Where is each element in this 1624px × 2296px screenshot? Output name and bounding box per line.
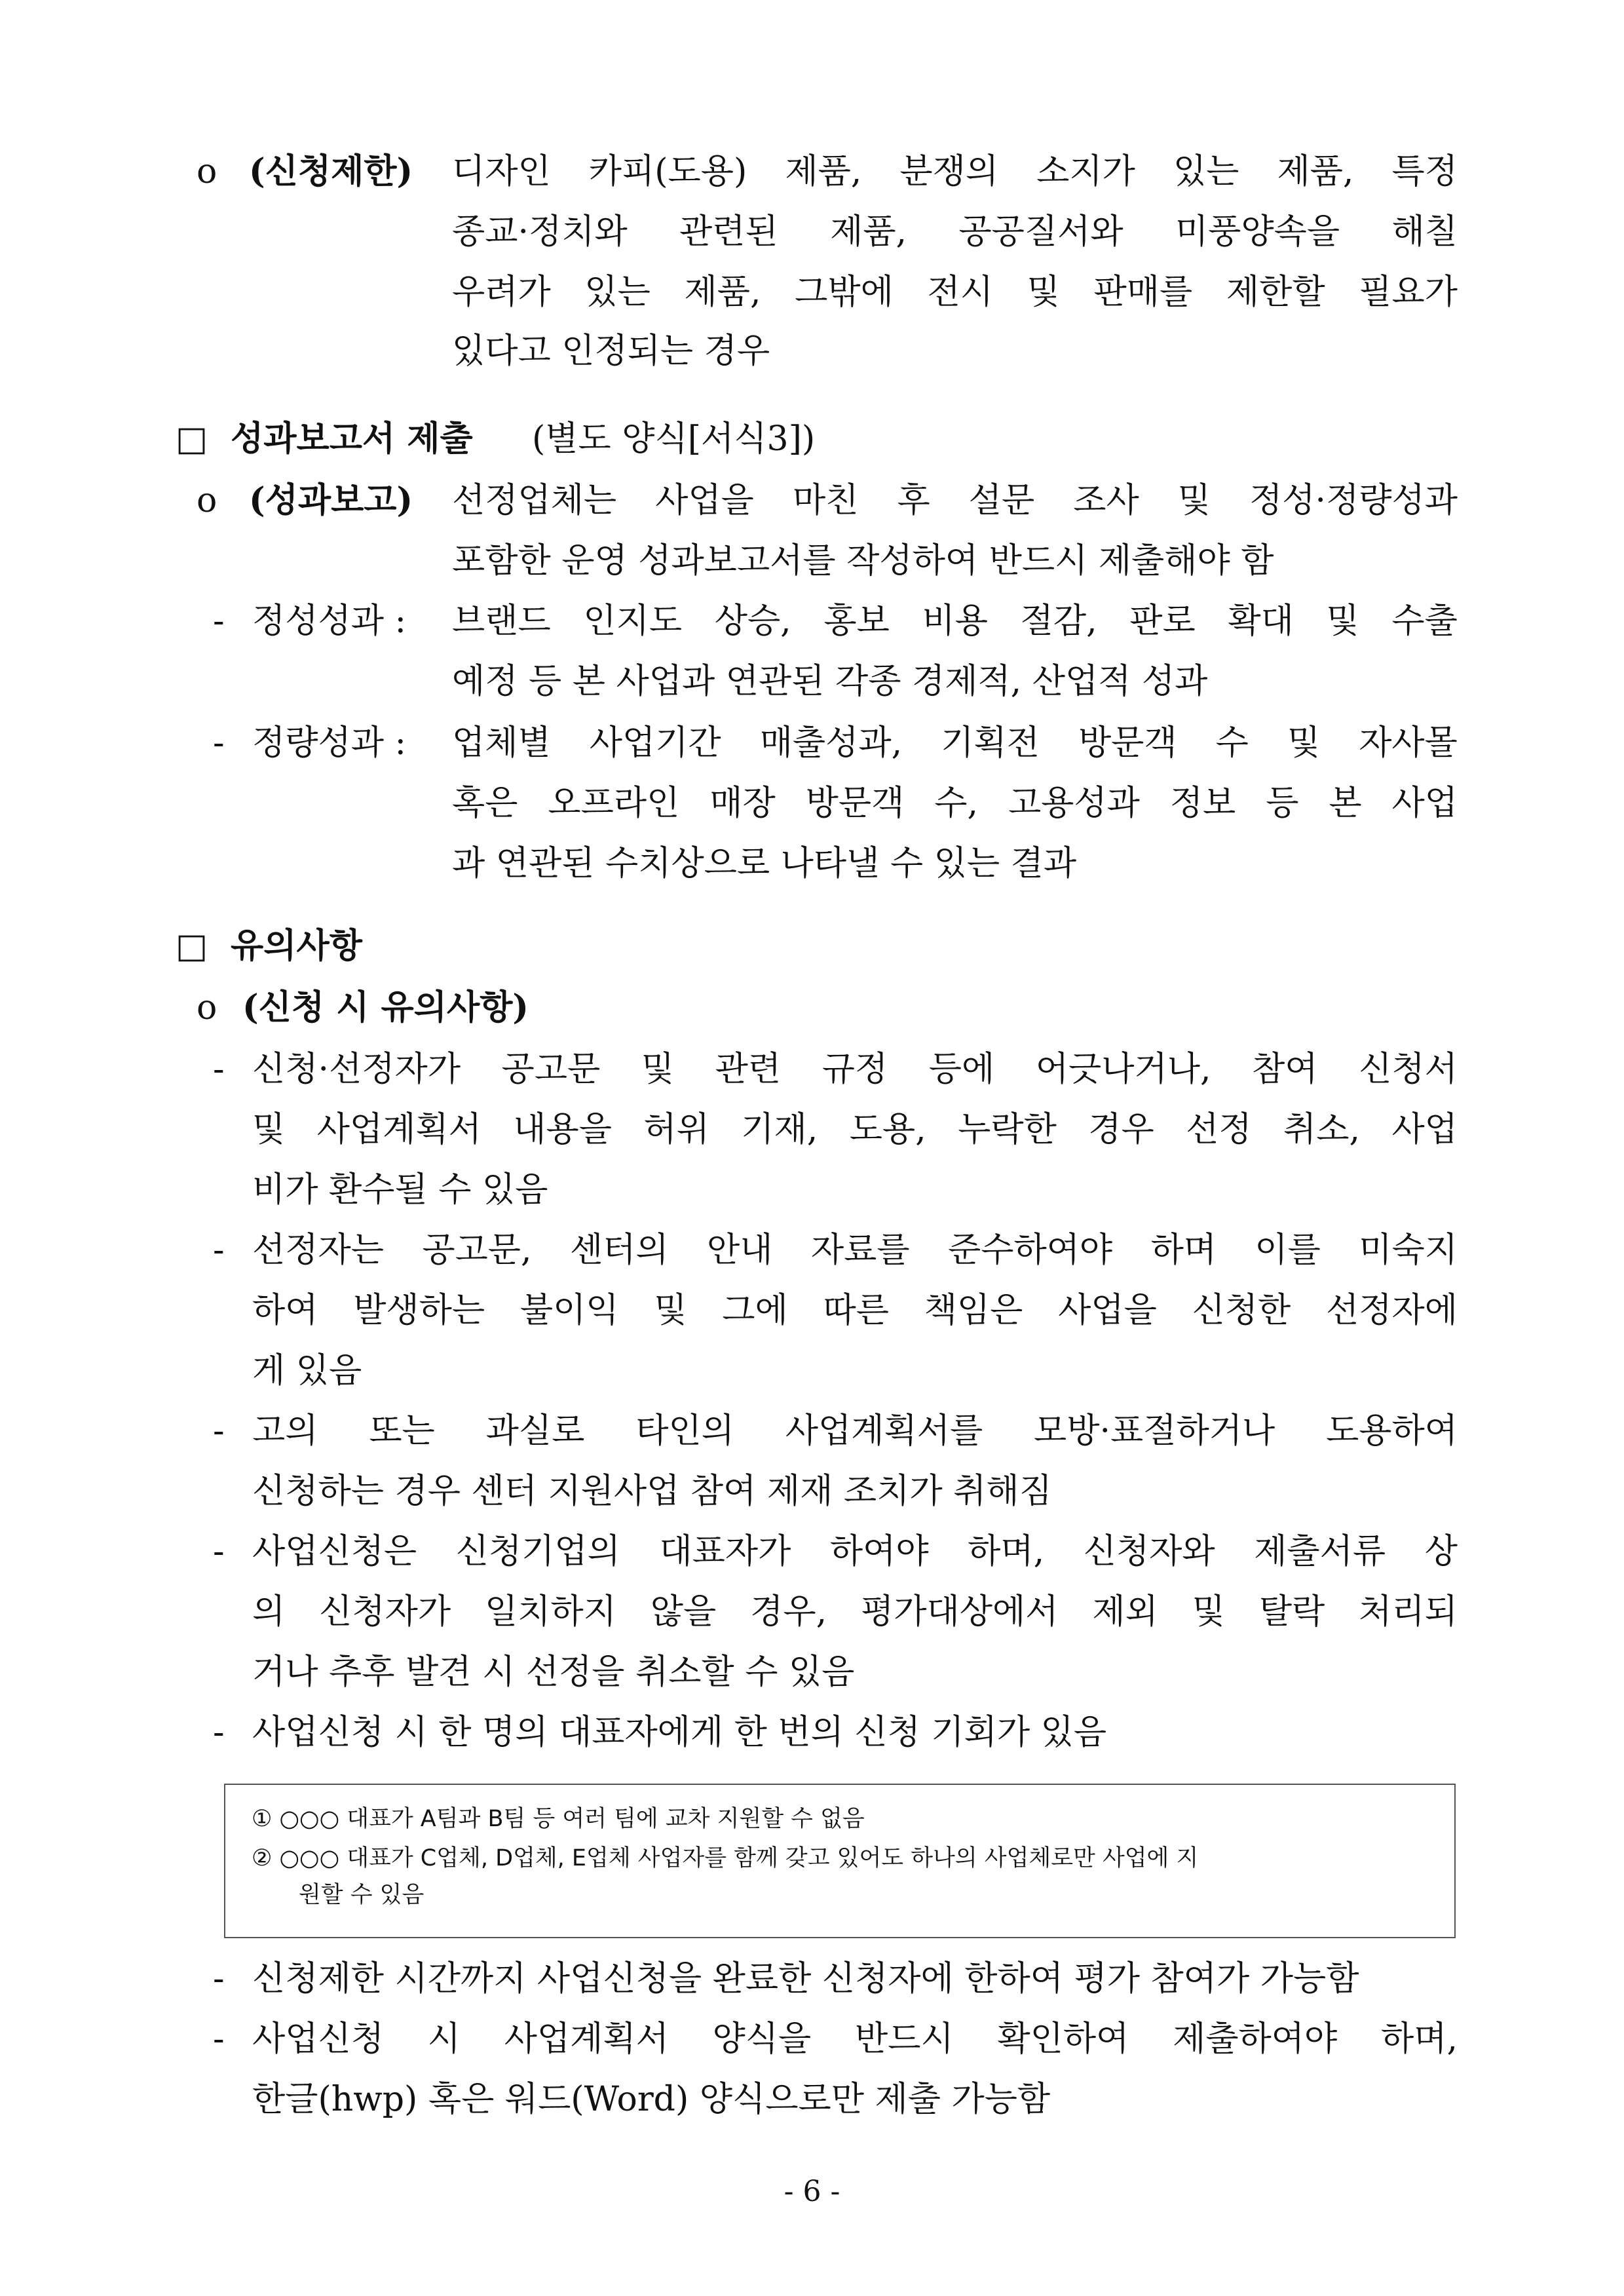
note-6-line-1: 신청제한 시간까지 사업신청을 완료한 신청자에 한하여 평가 참여가 가능함 (252, 1959, 1359, 1999)
note-5-line-1: 사업신청 시 한 명의 대표자에게 한 번의 신청 기회가 있음 (252, 1713, 1107, 1752)
note-2-line-2: 하여 발생하는 불이익 및 그에 따른 책임은 사업을 신청한 선정자에 (252, 1291, 1458, 1330)
note-7-line-2: 한글(hwp) 혹은 워드(Word) 양식으로만 제출 가능함 (252, 2080, 1051, 2119)
dash: - (213, 1532, 225, 1571)
dash: - (213, 1050, 225, 1089)
dash: - (213, 1411, 225, 1451)
note-2-line-1: 선정자는 공고문, 센터의 안내 자료를 준수하여야 하며 이를 미숙지 (252, 1231, 1458, 1270)
restriction-line-1: 디자인 카피(도용) 제품, 분쟁의 소지가 있는 제품, 특정 (452, 152, 1458, 191)
page-number: - 6 - (784, 2175, 840, 2208)
restriction-line-2: 종교·정치와 관련된 제품, 공공질서와 미풍양속을 해칠 (452, 212, 1458, 252)
dash: - (213, 723, 225, 763)
dash: - (213, 1231, 225, 1270)
bullet-o: o (197, 988, 217, 1027)
quantitative-line-2: 혹은 오프라인 매장 방문객 수, 고용성과 정보 등 본 사업 (452, 784, 1458, 823)
report-section-note: (별도 양식[서식3]) (532, 419, 816, 459)
example-line-1: ① ○○○ 대표가 A팀과 B팀 등 여러 팀에 교차 지원할 수 없음 (252, 1806, 865, 1832)
notes-sub-label: (신청 시 유의사항) (242, 987, 529, 1027)
report-section-title: 성과보고서 제출 (231, 419, 473, 459)
quantitative-label: 정량성과 : (252, 723, 406, 763)
example-line-2: ② ○○○ 대표가 C업체, D업체, E업체 사업자를 함께 갖고 있어도 하나의 사업체로만 사업에 지 (252, 1845, 1199, 1871)
checkbox-icon: □ (176, 419, 208, 459)
bullet-o: o (197, 152, 217, 191)
qualitative-line-1: 브랜드 인지도 상승, 홍보 비용 절감, 판로 확대 및 수출 (452, 602, 1458, 641)
checkbox-icon: □ (176, 927, 208, 966)
restriction-label: (신청제한) (249, 151, 413, 191)
dash: - (213, 1959, 225, 1999)
report-line-2: 포함한 운영 성과보고서를 작성하여 반드시 제출해야 함 (452, 541, 1274, 581)
example-box (224, 1784, 1456, 1938)
note-4-line-3: 거나 추후 발견 시 선정을 취소할 수 있음 (252, 1653, 855, 1692)
dash: - (213, 2019, 225, 2059)
note-3-line-2: 신청하는 경우 센터 지원사업 참여 제재 조치가 취해짐 (252, 1472, 1052, 1511)
restriction-line-4: 있다고 인정되는 경우 (452, 332, 770, 371)
note-7-line-1: 사업신청 시 사업계획서 양식을 반드시 확인하여 제출하여야 하며, (252, 2019, 1458, 2059)
quantitative-line-3: 과 연관된 수치상으로 나타낼 수 있는 결과 (452, 844, 1077, 883)
note-1-line-1: 신청·선정자가 공고문 및 관련 규정 등에 어긋나거나, 참여 신청서 (252, 1050, 1458, 1089)
note-3-line-1: 고의 또는 과실로 타인의 사업계획서를 모방·표절하거나 도용하여 (252, 1411, 1458, 1451)
report-line-1: 선정업체는 사업을 마친 후 설문 조사 및 정성·정량성과 (452, 481, 1458, 520)
example-line-3: 원할 수 있음 (299, 1882, 425, 1908)
bullet-o: o (197, 481, 217, 520)
note-4-line-2: 의 신청자가 일치하지 않을 경우, 평가대상에서 제외 및 탈락 처리되 (252, 1592, 1458, 1632)
qualitative-label: 정성성과 : (252, 602, 406, 641)
dash: - (213, 602, 225, 641)
notes-section-title: 유의사항 (231, 926, 362, 966)
dash: - (213, 1713, 225, 1752)
report-label: (성과보고) (249, 480, 413, 520)
note-2-line-3: 게 있음 (252, 1351, 362, 1390)
restriction-line-3: 우려가 있는 제품, 그밖에 전시 및 판매를 제한할 필요가 (452, 273, 1458, 312)
note-1-line-3: 비가 환수될 수 있음 (252, 1170, 548, 1210)
quantitative-line-1: 업체별 사업기간 매출성과, 기획전 방문객 수 및 자사몰 (452, 723, 1458, 763)
qualitative-line-2: 예정 등 본 사업과 연관된 각종 경제적, 산업적 성과 (452, 662, 1208, 701)
note-1-line-2: 및 사업계획서 내용을 허위 기재, 도용, 누락한 경우 선정 취소, 사업 (252, 1110, 1458, 1149)
note-4-line-1: 사업신청은 신청기업의 대표자가 하여야 하며, 신청자와 제출서류 상 (252, 1532, 1458, 1571)
